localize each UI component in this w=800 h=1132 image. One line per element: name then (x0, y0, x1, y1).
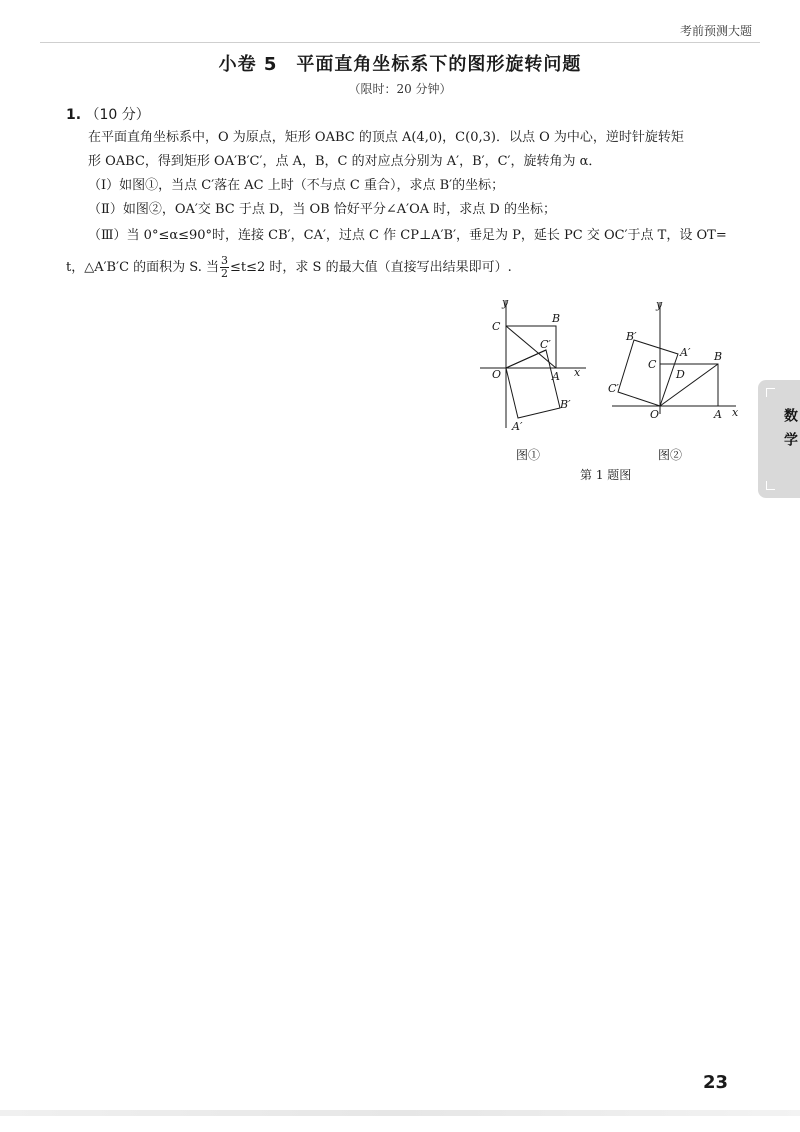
part3-after: ≤t≤2 时，求 S 的最大值（直接写出结果即可）. (230, 260, 512, 275)
figures-caption: 第 1 题图 (580, 468, 632, 482)
fig2-rect-rotated (618, 340, 678, 406)
question-points: （10 分） (85, 107, 150, 123)
fig1-label-y: y (502, 296, 509, 309)
subject-tab-label: 数学 (782, 408, 798, 456)
question-part-2: （Ⅱ）如图②，OA′交 BC 于点 D，当 OB 恰好平分∠A′OA 时，求点 D 的坐标； (88, 202, 556, 217)
page-number: 23 (702, 1072, 728, 1093)
page-title: 小卷 5 平面直角坐标系下的图形旋转问题 (218, 54, 582, 75)
time-limit: （限时：20 分钟） (348, 82, 452, 96)
fig1-label-c-prime: C′ (540, 338, 551, 351)
fraction-three-halves (220, 255, 229, 280)
question-part-3-cont (66, 254, 726, 282)
question-line-2: 形 OABC，得到矩形 OA′B′C′，点 A，B，C 的对应点分别为 A′，B′，C′，旋转角为 α． (88, 154, 602, 169)
fig1-label-a: A (552, 370, 560, 383)
fig2-label-b-prime: B′ (626, 330, 637, 343)
fig1-rect-rotated (506, 350, 560, 418)
subject-tab (758, 380, 800, 498)
figure-2-caption: 图② (658, 448, 683, 462)
fig1-label-b: B (552, 312, 561, 325)
fig1-label-x: x (574, 366, 581, 379)
question-part-1: （Ⅰ）如图①，当点 C′落在 AC 上时（不与点 C 重合），求点 B′的坐标； (88, 178, 505, 193)
bottom-edge (0, 1110, 800, 1116)
figure-2 (606, 296, 744, 430)
fig1-label-b-prime: B′ (560, 398, 571, 411)
fig1-label-c: C (492, 320, 501, 333)
fig2-diagonal-ob (660, 364, 718, 406)
fraction-numerator: 3 (221, 254, 228, 267)
fig2-label-c: C (648, 358, 657, 371)
question-line-1: 在平面直角坐标系中，O 为原点，矩形 OABC 的顶点 A(4,0)，C(0,3)．以点 O 为中心，逆时针旋转矩 (88, 130, 684, 145)
figure-1-caption: 图① (516, 448, 541, 462)
fig2-label-d: D (676, 368, 685, 381)
header-rule (40, 42, 760, 43)
figure-2-diagram (606, 296, 744, 426)
fig1-label-a-prime: A′ (512, 420, 523, 433)
question-part-3: （Ⅲ）当 0°≤α≤90°时，连接 CB′，CA′，过点 C 作 CP⊥A′B′，垂足为 P，延长 PC 交 OC′于点 T，设 OT= (88, 228, 727, 243)
fraction-denominator: 2 (221, 267, 228, 280)
fig2-label-x: x (732, 406, 739, 419)
part3-before: t，△A′B′C 的面积为 S. 当 (66, 260, 219, 275)
fig2-label-c-prime: C′ (608, 382, 619, 395)
fig2-label-a: A (714, 408, 722, 421)
fig1-label-o: O (492, 368, 502, 381)
fig2-label-o: O (650, 408, 660, 421)
fig1-oc-prime (506, 350, 546, 368)
fig2-label-a-prime: A′ (680, 346, 691, 359)
fig2-label-b: B (714, 350, 723, 363)
question-index: 1. (66, 107, 82, 123)
question-number (66, 104, 150, 124)
fig2-label-y: y (656, 298, 663, 311)
figure-1-diagram (478, 296, 598, 436)
figure-1 (478, 296, 598, 440)
header-tag: 考前预测大题 (679, 24, 752, 38)
